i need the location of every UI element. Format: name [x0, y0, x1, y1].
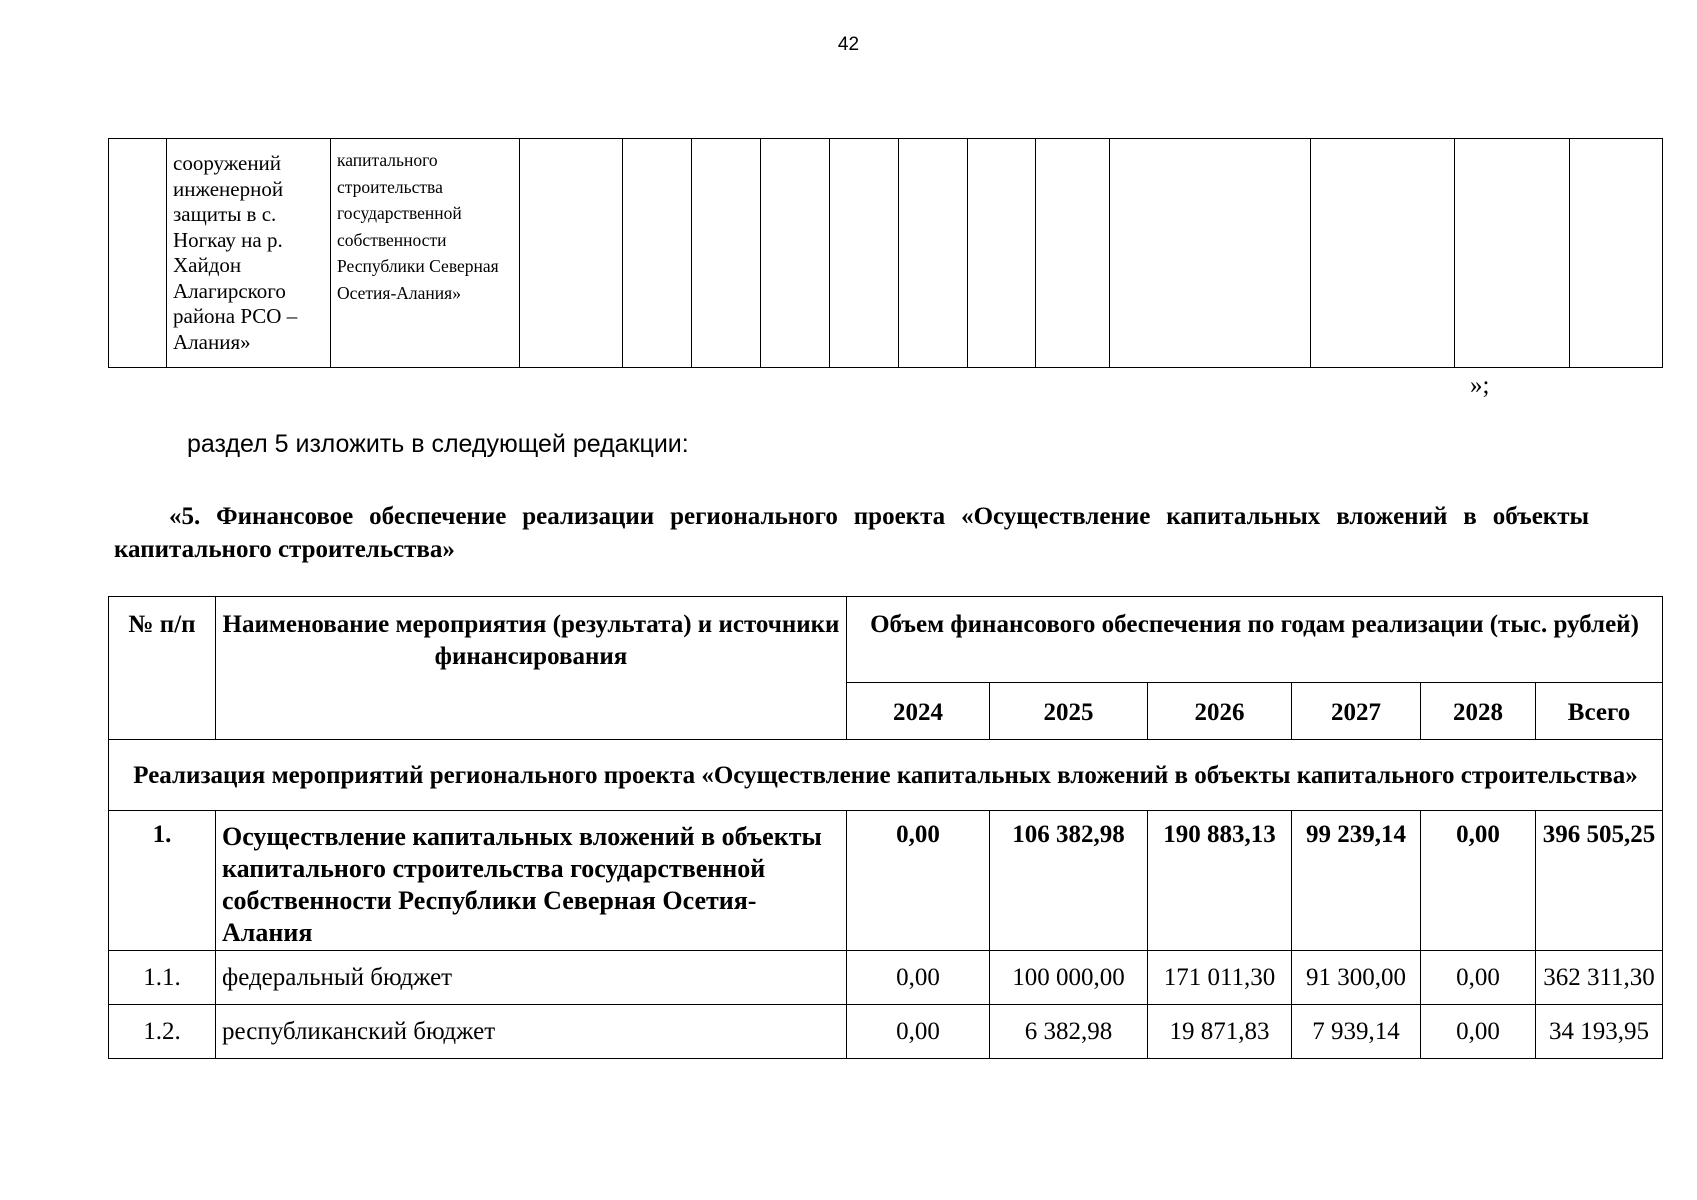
row-name: республиканский бюджет	[216, 1005, 847, 1059]
row-total: 362 311,30	[1536, 951, 1663, 1005]
header-row	[109, 597, 1663, 683]
closing-quote: »;	[1470, 372, 1490, 399]
continuation-table	[108, 138, 1663, 368]
page-number: 42	[837, 34, 860, 55]
table-cell	[968, 139, 1036, 368]
finance-table	[108, 596, 1663, 1059]
row-value: 19 871,83	[1148, 1005, 1292, 1059]
row-num: 1.2.	[109, 1005, 216, 1059]
row-total: 34 193,95	[1536, 1005, 1663, 1059]
table-cell	[1036, 139, 1110, 368]
header-year: 2027	[1292, 683, 1421, 740]
row-value: 106 382,98	[990, 811, 1148, 951]
table-row	[109, 811, 1663, 951]
table-cell	[1110, 139, 1311, 368]
table-cell	[1311, 139, 1455, 368]
table-cell	[761, 139, 830, 368]
table-cell	[1455, 139, 1570, 368]
row-total: 396 505,25	[1536, 811, 1663, 951]
row-value: 0,00	[1421, 951, 1536, 1005]
header-name: Наименование мероприятия (результата) и источники финансирования	[216, 597, 847, 740]
row-name: Осуществление капитальных вложений в объекты капитального строительства государственной собственности Республики Северная Осетия-Алания	[216, 811, 847, 951]
row-value: 171 011,30	[1148, 951, 1292, 1005]
header-year: 2028	[1421, 683, 1536, 740]
intro-paragraph: раздел 5 изложить в следующей редакции:	[187, 430, 689, 458]
object-name-cell: сооружений инженерной защиты в с. Ногкау на р. Хайдон Алагирского района РСО – Алания»	[167, 139, 331, 368]
table-cell	[830, 139, 899, 368]
table-cell	[520, 139, 623, 368]
header-year: 2026	[1148, 683, 1292, 740]
header-num: № п/п	[109, 597, 216, 740]
row-value: 0,00	[847, 811, 990, 951]
row-value: 100 000,00	[990, 951, 1148, 1005]
row-value: 190 883,13	[1148, 811, 1292, 951]
row-value: 0,00	[847, 1005, 990, 1059]
row-num: 1.1.	[109, 951, 216, 1005]
row-value: 0,00	[847, 951, 990, 1005]
section-row	[109, 740, 1663, 811]
table-cell	[1570, 139, 1663, 368]
row-value: 91 300,00	[1292, 951, 1421, 1005]
row-name: федеральный бюджет	[216, 951, 847, 1005]
header-total: Всего	[1536, 683, 1663, 740]
table-row	[109, 139, 1663, 368]
section-row-text: Реализация мероприятий регионального проекта «Осуществление капитальных вложений в объекты капитального строительства»	[109, 740, 1663, 811]
table-cell	[692, 139, 761, 368]
row-value: 99 239,14	[1292, 811, 1421, 951]
row-value: 7 939,14	[1292, 1005, 1421, 1059]
developer-cell: капитального строительства государственной собственности Республики Северная Осетия-Алания»	[331, 139, 520, 368]
row-value: 0,00	[1421, 1005, 1536, 1059]
table-cell	[899, 139, 968, 368]
row-num: 1.	[109, 811, 216, 951]
header-year: 2024	[847, 683, 990, 740]
header-volume: Объем финансового обеспечения по годам реализации (тыс. рублей)	[847, 597, 1663, 683]
row-value: 0,00	[1421, 811, 1536, 951]
table-cell	[623, 139, 692, 368]
table-cell	[109, 139, 167, 368]
header-year: 2025	[990, 683, 1148, 740]
row-value: 6 382,98	[990, 1005, 1148, 1059]
table-row	[109, 951, 1663, 1005]
table-row	[109, 1005, 1663, 1059]
section-title: «5. Финансовое обеспечение реализации регионального проекта «Осуществление капитальных вложений в объекты капитального строительства»	[114, 503, 1589, 563]
